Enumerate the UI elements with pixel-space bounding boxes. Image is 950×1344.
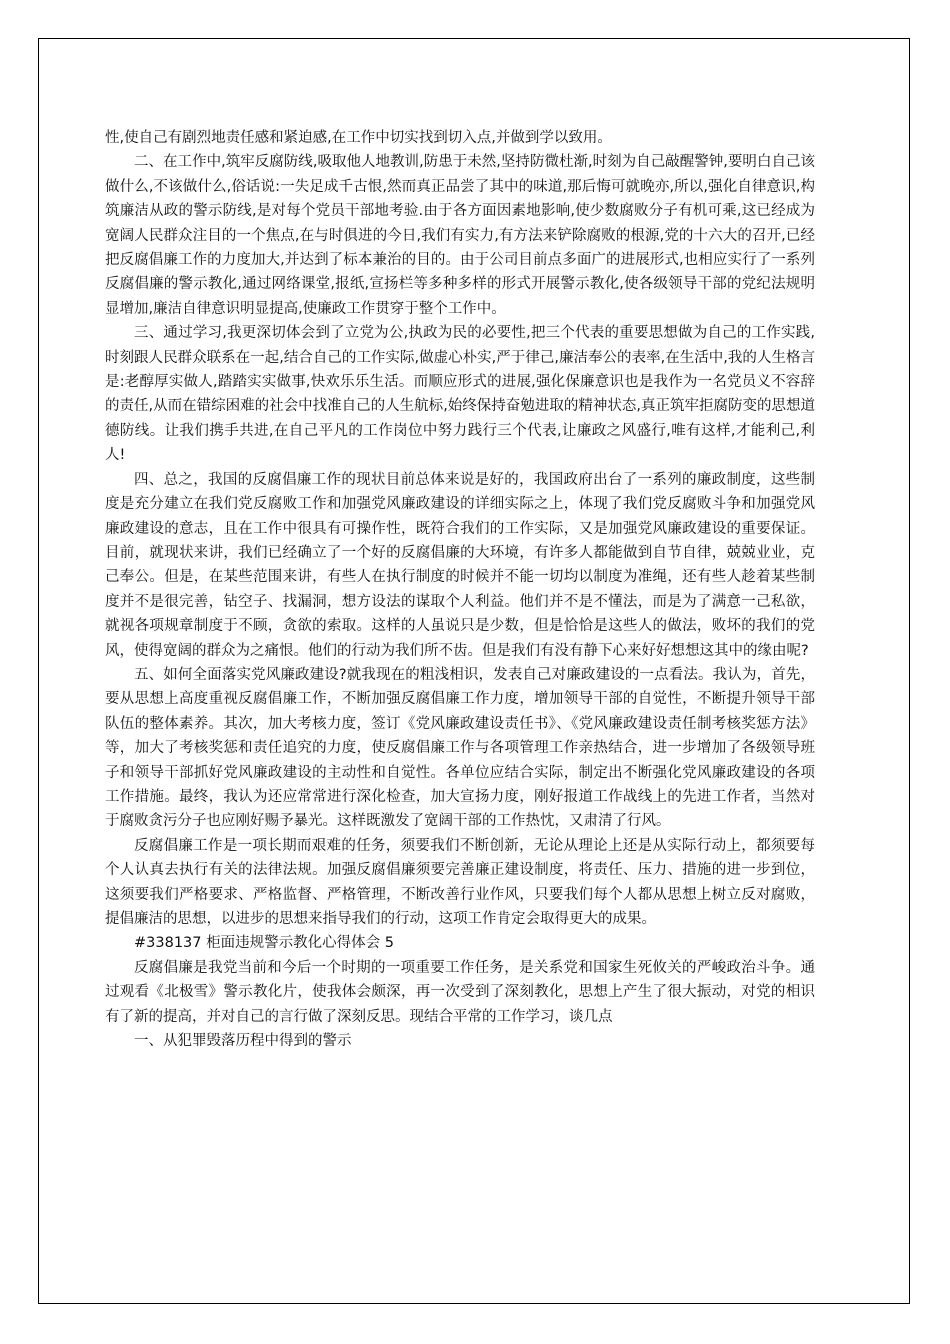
paragraph-7: 反腐倡廉是我党当前和今后一个时期的一项重要工作任务，是关系党和国家生死攸关的严峻政治斗争。通过观看《北极雪》警示教化片，使我体会颇深，再一次受到了深刻教化，思想上产生了很大振动，对党的相识有了新的提高，并对自己的言行做了深刻反思。现结合平常的工作学习，谈几点 <box>105 959 815 1025</box>
document-body <box>105 126 815 1053</box>
paragraph-5: 五、如何全面落实党风廉政建设?就我现在的粗浅相识，发表自己对廉政建设的一点看法。我认为，首先，要从思想上高度重视反腐倡廉工作，不断加强反腐倡廉工作力度，增加领导干部的自觉性，不断提升领导干部队伍的整体素养。其次，加大考核力度，签订《党风廉政建设责任书》、《党风廉政建设责任制考核奖惩方法》等，加大了考核奖惩和责任追究的力度，使反腐倡廉工作与各项管理工作亲热结合，进一步增加了各级领导班子和领导干部抓好党风廉政建设的主动性和自觉性。各单位应结合实际，制定出不断强化党风廉政建设的各项工作措施。最终，我认为还应常常进行深化检查，加大宣扬力度，刚好报道工作战线上的先进工作者，当然对于腐败贪污分子也应刚好赐予暴光。这样既激发了宽阔干部的工作热忱，又肃清了行风。 <box>105 666 815 830</box>
paragraph-4: 四、总之，我国的反腐倡廉工作的现状目前总体来说是好的，我国政府出台了一系列的廉政制度，这些制度是充分建立在我们党反腐败工作和加强党风廉政建设的详细实际之上，体现了我们党反腐败斗争和加强党风廉政建设的意志，且在工作中很具有可操作性，既符合我们的工作实际，又是加强党风廉政建设的重要保证。目前，就现状来讲，我们已经确立了一个好的反腐倡廉的大环境，有许多人都能做到自节自律，兢兢业业，克己奉公。但是，在某些范围来讲，有些人在执行制度的时候并不能一切均以制度为准绳，还有些人趁着某些制度并不是很完善，钻空子、找漏洞，想方设法的谋取个人利益。他们并不是不懂法，而是为了满意一己私欲，就视各项规章制度于不顾，贪欲的索取。这样的人虽说只是少数，但是恰恰是这些人的做法，败坏的我们的党风，使得宽阔的群众为之痛恨。他们的行动为我们所不齿。但是我们有没有静下心来好好想想这其中的缘由呢? <box>105 471 815 659</box>
subsection-heading: 一、从犯罪毁落历程中得到的警示 <box>134 1033 352 1050</box>
paragraph-6: 反腐倡廉工作是一项长期而艰难的任务，须要我们不断创新，无论从理论上还是从实际行动上，都须要每个人认真去执行有关的法律法规。加强反腐倡廉须要完善廉正建设制度，将责任、压力、措施的进一步到位，这须要我们严格要求、严格监督、严格管理，不断改善行业作风，只要我们每个人都从思想上树立反对腐败，提倡廉洁的思想，以进步的思想来指导我们的行动，这项工作肯定会取得更大的成果。 <box>105 837 815 927</box>
paragraph-1: 性,使自己有剧烈地责任感和紧迫感,在工作中切实找到切入点,并做到学以致用。 <box>105 130 612 146</box>
paragraph-2: 二、在工作中,筑牢反腐防线,吸取他人地教训,防患于未然,坚持防微杜渐,时刻为自己敲醒警钟,要明白自己该做什么,不该做什么,俗话说:一失足成千古恨,然而真正品尝了其中的味道,那后悔可就晚亦,所以,强化自律意识,构筑廉洁从政的警示防线,是对每个党员干部地考验.由于各方面因素地影响,使少数腐败分子有机可乘,这已经成为宽阔人民群众注目的一个焦点,在与时俱进的今日,我们有实力,有方法来铲除腐败的根源,党的十六大的召开,已经把反腐倡廉工作的力度加大,并达到了标本兼治的目的。由于公司目前点多面广的进展形式,也相应实行了一系列反腐倡廉的警示教化,通过网络课堂,报纸,宣扬栏等多种多样的形式开展警示教化,使各级领导干部的党纪法规明显增加,廉洁自律意识明显提高,使廉政工作贯穿于整个工作中。 <box>105 154 815 317</box>
section-heading: #338137 柜面违规警示教化心得体会 5 <box>134 935 394 952</box>
paragraph-3: 三、通过学习,我更深切体会到了立党为公,执政为民的必要性,把三个代表的重要思想做为自己的工作实践,时刻跟人民群众联系在一起,结合自己的工作实际,做虚心朴实,严于律己,廉洁奉公的表率,在生活中,我的人生格言是:老醇厚实做人,踏踏实实做事,快欢乐乐生活。而顺应形式的进展,强化保廉意识也是我作为一名党员义不容辞的责任,从而在错综困难的社会中找准自己的人生航标,始终保持奋勉进取的精神状态,真正筑牢拒腐防变的思想道德防线。让我们携手共进,在自己平凡的工作岗位中努力践行三个代表,让廉政之风盛行,唯有这样,才能利己,利人! <box>105 325 815 464</box>
